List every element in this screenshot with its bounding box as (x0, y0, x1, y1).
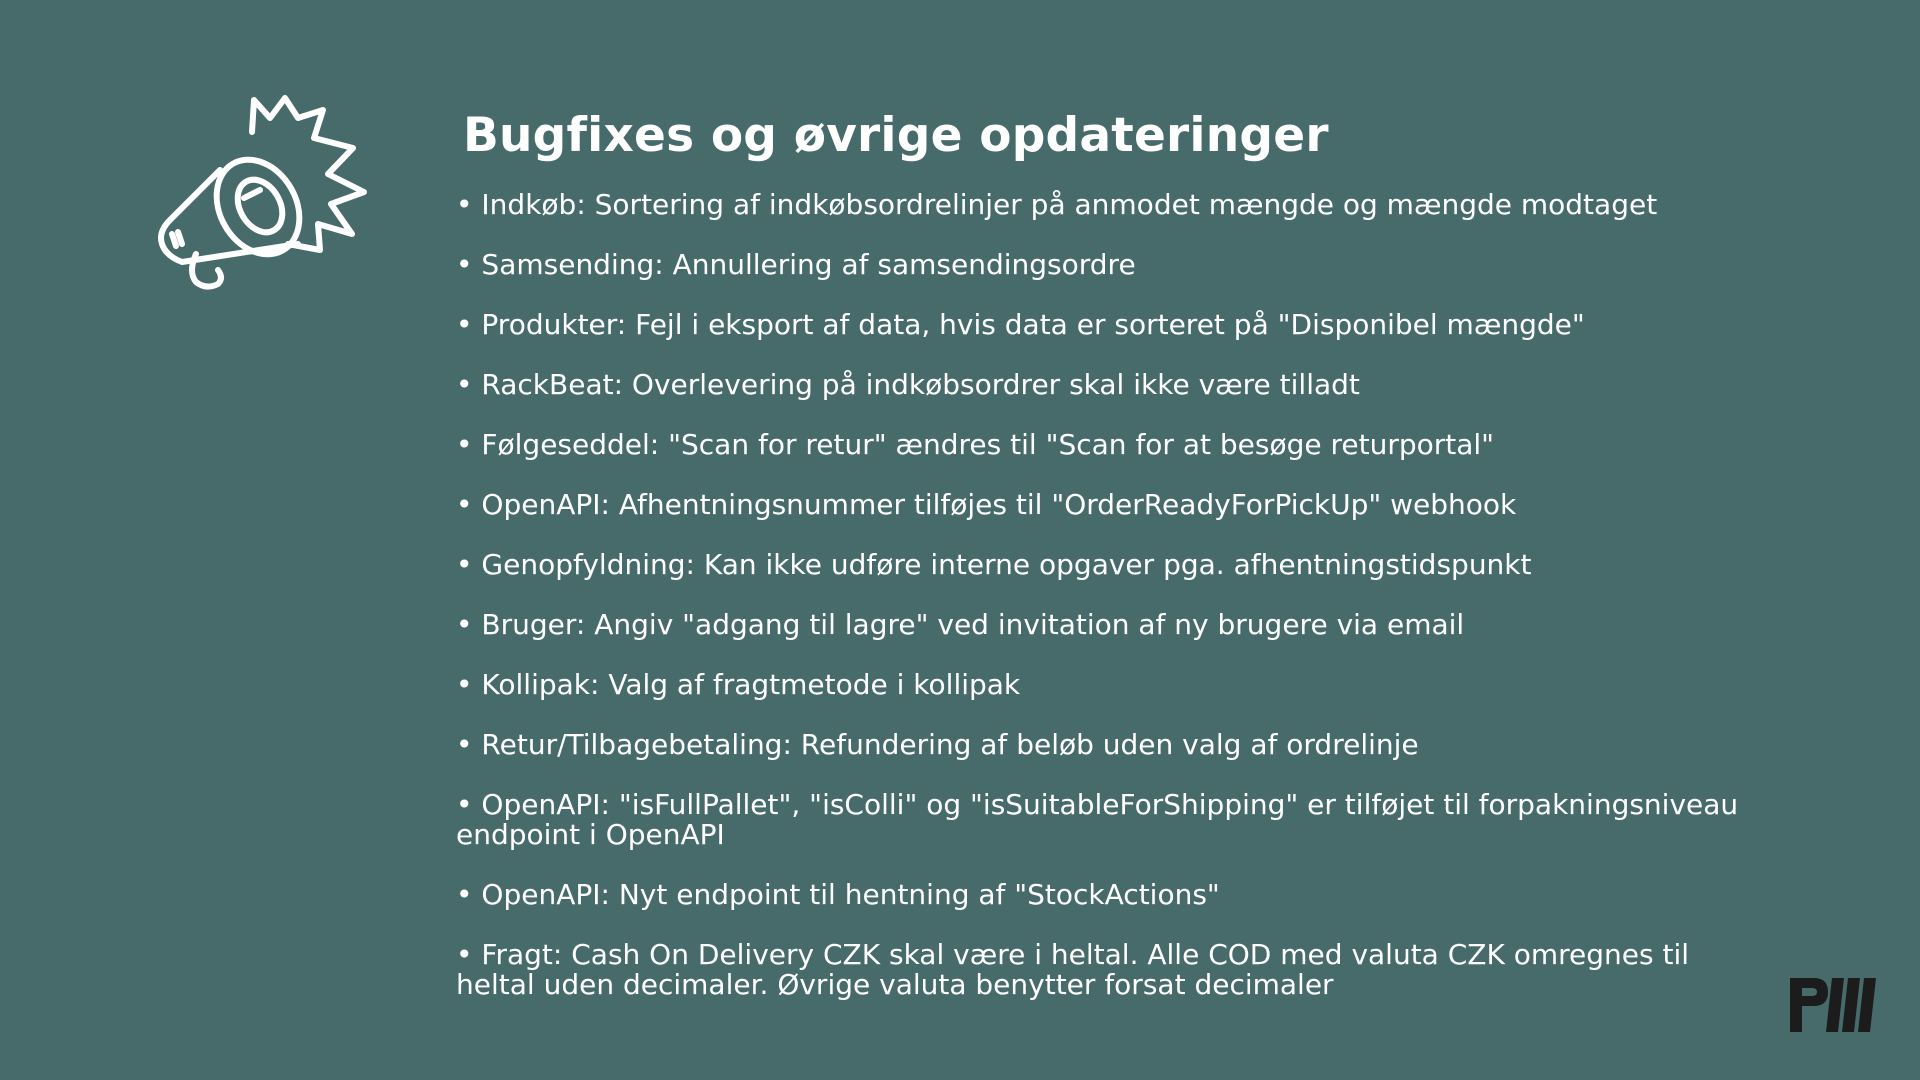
list-item: • Retur/Tilbagebetaling: Refundering af beløb uden valg af ordrelinje (456, 728, 1419, 761)
update-list (456, 190, 1746, 1030)
list-item: • OpenAPI: Afhentningsnummer tilføjes til "OrderReadyForPickUp" webhook (456, 488, 1517, 521)
list-item: • Bruger: Angiv "adgang til lagre" ved invitation af ny brugere via email (456, 608, 1465, 641)
list-item: • Fragt: Cash On Delivery CZK skal være i heltal. Alle COD med valuta CZK omregnes til heltal uden decimaler. Øvrige valuta benytter forsat decimaler (456, 938, 1690, 1001)
list-item: • Kollipak: Valg af fragtmetode i kollipak (456, 668, 1021, 701)
megaphone-icon (148, 94, 376, 300)
list-item: • Følgeseddel: "Scan for retur" ændres til "Scan for at besøge returportal" (456, 428, 1495, 461)
list-item: • Genopfyldning: Kan ikke udføre interne opgaver pga. afhentningstidspunkt (456, 548, 1532, 581)
list-item: • Produkter: Fejl i eksport af data, hvis data er sorteret på "Disponibel mængde" (456, 308, 1585, 341)
list-item: • Samsending: Annullering af samsendingsordre (456, 248, 1136, 281)
list-item: • OpenAPI: Nyt endpoint til hentning af "StockActions" (456, 878, 1220, 911)
list-item: • OpenAPI: "isFullPallet", "isColli" og "isSuitableForShipping" er tilføjet til forpakningsniveau endpoint i OpenAPI (456, 788, 1739, 851)
list-item: • RackBeat: Overlevering på indkøbsordrer skal ikke være tilladt (456, 368, 1360, 401)
slide-title: Bugfixes og øvrige opdateringer (463, 108, 1329, 163)
list-item: • Indkøb: Sortering af indkøbsordrelinjer på anmodet mængde og mængde modtaget (456, 188, 1658, 221)
pw-logo (1788, 974, 1876, 1034)
